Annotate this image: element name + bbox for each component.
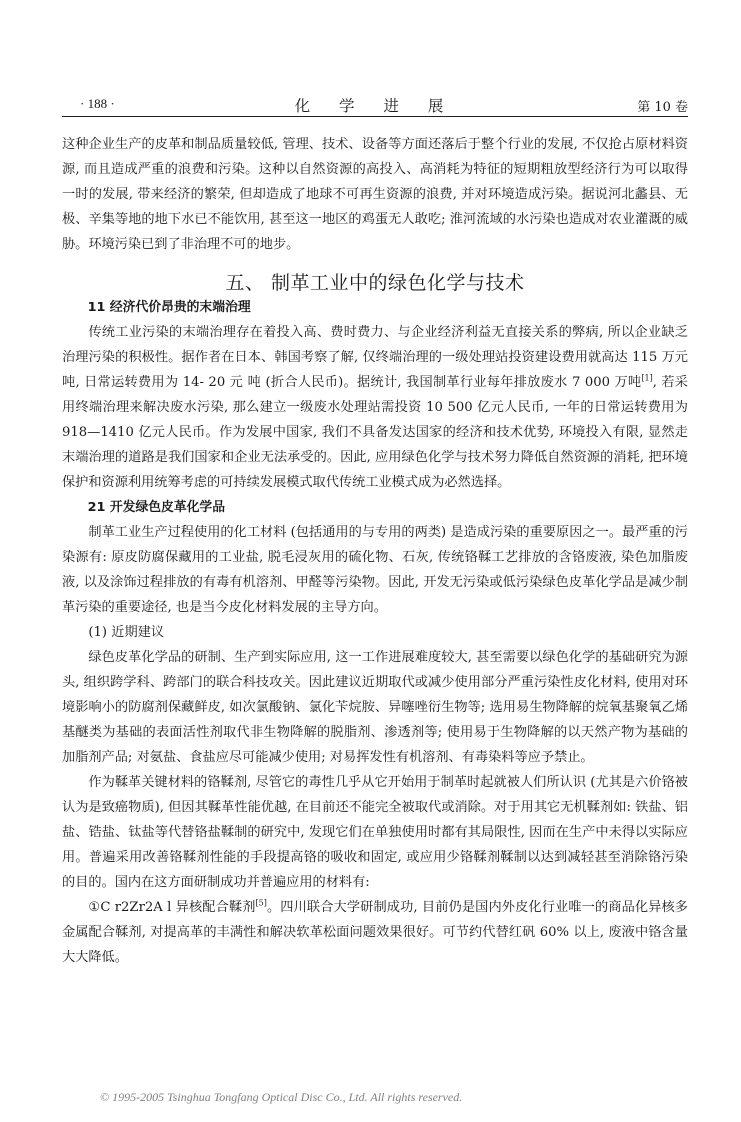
paragraph-chrome-tanning: 作为鞣革关键材料的铬鞣剂, 尽管它的毒性几乎从它开始用于制革时起就被人们所认识 (尤其是六价铬被认为是致癌物质), 但因其鞣革性能优越, 在目前还不能完全被取代或消除。对于用其它无机鞣剂如: 铁盐、铝盐、锆盐、钛盐等代替铬盐鞣制的研究中, 发现它们在单独使用时都有其局限性, 因而在生产中未得以实际应用。普遍采用改善铬鞣剂性能的手段提高铬的吸收和固定, 或应用少铬鞣剂鞣制以达到减轻甚至消除铬污染的目的。国内在这方面研制成功并普遍应用的材料有:: [62, 775, 688, 890]
paragraph-near-term-suggestions: 绿色皮革化学品的研制、生产到实际应用, 这一工作进展难度较大, 甚至需要以绿色化学的基础研究为源头, 组织跨学科、跨部门的联合科技攻关。因此建议近期取代或减少使用部分严重污染性皮化材料, 使用对环境影响小的防腐剂保藏鲜皮, 如次氯酸钠、氯化苄烷胺、异噻唑衍生物等; 选用易生物降解的烷氧基聚氧乙烯基醚类为基础的表面活性剂取代非生物降解的脱脂剂、渗透剂等; 使用易于生物降解的以天然产物为基础的加脂剂产品; 对氨盐、食盐应尽可能减少使用; 对易挥发性有机溶剂、有毒染料等应予禁止。: [62, 650, 688, 765]
article-body: [62, 132, 688, 970]
section-heading: 五、 制革工业中的绿色化学与技术: [225, 272, 525, 294]
citation-ref: [5]: [255, 898, 267, 908]
page-number: · 188 ·: [80, 96, 115, 111]
running-header: [62, 94, 688, 117]
paragraph-tanning-agent-1: [62, 895, 688, 970]
paragraph-end-treatment: [62, 320, 688, 495]
text-segment: 传统工业污染的末端治理存在着投入高、费时费力、与企业经济利益无直接关系的弊病, 所以企业缺乏治理污染的积极性。据作者在日本、韩国考察了解, 仅终端治理的一级处理站投资建设费用就高达 115 万元 吨, 日常运转费用为 14- 20 元 吨 (折合人民币)。据统计, 我国制革行业每年排放废水 7 000 万吨: [62, 325, 688, 390]
paragraph-pollution-sources: 制革工业生产过程使用的化工材料 (包括通用的与专用的两类) 是造成污染的重要原因之一。最严重的污染源有: 原皮防腐保藏用的工业盐, 脱毛浸灰用的硫化物、石灰, 传统铬鞣工艺排放的含铬废液, 染色加脂废液, 以及涂饰过程排放的有毒有机溶剂、甲醛等污染物。因此, 开发无污染或低污染绿色皮革化学品是减少制革污染的重要途径, 也是当今皮化材料发展的主导方向。: [62, 525, 688, 615]
subsection-heading-1: 11 经济代价昂贵的末端治理: [87, 300, 251, 315]
text-segment: ①C r2Zr2A l 异核配合鞣剂: [88, 900, 256, 915]
text-segment: 。四川联合大学研制成功, 目前仍是国内外皮化行业唯一的商品化异核多金属配合鞣剂, 对提高革的丰满性和解决软革松面问题效果很好。可节约代替红矾 60% 以上, 废液中铬含量大大降低。: [62, 900, 688, 965]
paragraph-near-term-label: (1) 近期建议: [88, 625, 165, 640]
copyright-footer: © 1995-2005 Tsinghua Tongfang Optical Disc Co., Ltd. All rights reserved.: [100, 1090, 463, 1104]
subsection-heading-2: 21 开发绿色皮革化学品: [87, 500, 226, 515]
journal-title: 化 学 进 展: [294, 97, 456, 115]
citation-ref: [1]: [641, 373, 653, 383]
volume-label: 第 10 卷: [637, 100, 688, 115]
paragraph-intro: 这种企业生产的皮革和制品质量较低, 管理、技术、设备等方面还落后于整个行业的发展, 不仅抢占原材料资源, 而且造成严重的浪费和污染。这种以自然资源的高投入、高消耗为特征的短期粗放型经济行为可以取得一时的发展, 带来经济的繁荣, 但却造成了地球不可再生资源的浪费, 并对环境造成污染。据说河北蠡县、无极、辛集等地的地下水已不能饮用, 甚至这一地区的鸡蛋无人敢吃; 淮河流域的水污染也造成对农业灌溉的威胁。环境污染已到了非治理不可的地步。: [62, 137, 688, 252]
text-segment: , 若采用终端治理来解决废水污染, 那么建立一级废水处理站需投资 10 500 亿元人民币, 一年的日常运转费用为 918—1410 亿元人民币。作为发展中国家, 我们不具备发达国家的经济和技术优势, 环境投入有限, 显然走末端治理的道路是我们国家和企业无法承受的。因此, 应用绿色化学与技术努力降低自然资源的消耗, 把环境保护和资源利用统筹考虑的可持续发展模式取代传统工业模式成为必然选择。: [62, 375, 688, 490]
